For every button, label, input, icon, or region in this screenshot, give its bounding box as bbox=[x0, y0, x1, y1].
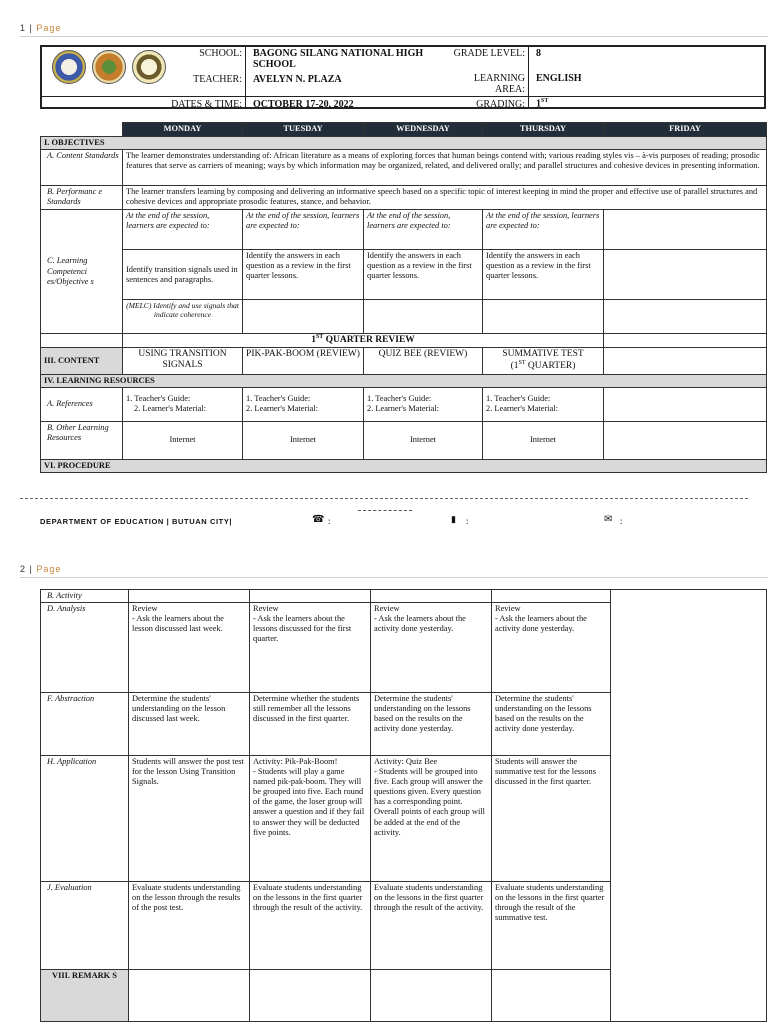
quarter-review-empty-cell bbox=[604, 334, 767, 348]
footer-colon: : bbox=[328, 516, 331, 526]
objectives-section-row bbox=[41, 137, 767, 150]
analysis-label: D. Analysis bbox=[41, 603, 129, 693]
content-item: QUIZ BEE (REVIEW) bbox=[364, 347, 483, 374]
performance-standards-text: The learner transfers learning by composing and delivering an informative speech based on a specific topic of interest keeping in mind the proper and effective use of parallel structures and cohesive devices and appropriate prosodic features, stance, and behavior. bbox=[123, 186, 767, 210]
mail-icon: ✉ bbox=[604, 514, 613, 525]
day-header-row bbox=[41, 123, 767, 137]
other-resources-row bbox=[41, 421, 767, 459]
region-seal-icon bbox=[92, 50, 126, 84]
competency-cell: Identify the answers in each question as a review in the first quarter lessons. bbox=[364, 250, 483, 300]
abstraction-cell: Determine whether the students still remember all the lessons discussed in the first quarter. bbox=[250, 693, 371, 756]
analysis-cell: Review - Ask the learners about the activity done yesterday. bbox=[371, 603, 492, 693]
reference-cell: 1. Teacher's Guide: 2. Learner's Material: bbox=[243, 387, 364, 421]
deped-seal-icon bbox=[52, 50, 86, 84]
day-tuesday: TUESDAY bbox=[243, 123, 364, 137]
page-divider bbox=[20, 36, 768, 37]
other-resource-cell: Internet bbox=[364, 421, 483, 459]
resources-title: IV. LEARNING RESOURCES bbox=[41, 374, 767, 387]
page-separator: | bbox=[29, 23, 33, 33]
analysis-cell: Review - Ask the learners about the activity done yesterday. bbox=[492, 603, 611, 693]
page-number-label bbox=[20, 564, 61, 574]
evaluation-cell: Evaluate students understanding on the lessons in the first quarter through the result of the activity. bbox=[371, 882, 492, 970]
day-monday: MONDAY bbox=[123, 123, 243, 137]
page-break-line bbox=[20, 498, 748, 499]
objectives-title: I. OBJECTIVES bbox=[41, 137, 767, 150]
evaluation-cell: Evaluate students understanding on the lessons in the first quarter through the result of the summative test. bbox=[492, 882, 611, 970]
friday-column-cell bbox=[611, 590, 767, 1022]
footer-colon: : bbox=[466, 516, 469, 526]
page-separator: | bbox=[29, 564, 33, 574]
activity-row bbox=[41, 590, 767, 603]
abstraction-label: F. Abstraction bbox=[41, 693, 129, 756]
other-resources-label: B. Other Learning Resources bbox=[41, 421, 123, 459]
lesson-header bbox=[40, 45, 766, 109]
analysis-cell: Review - Ask the learners about the lessons discussed for the first quarter. bbox=[250, 603, 371, 693]
header-divider bbox=[245, 47, 246, 107]
competency-cell: Identify transition signals used in sentences and paragraphs. bbox=[123, 250, 243, 300]
evaluation-cell: Evaluate students understanding on the lessons in the first quarter through the result of the activity. bbox=[250, 882, 371, 970]
teacher-value: AVELYN N. PLAZA bbox=[253, 74, 342, 85]
grade-level-value: 8 bbox=[536, 48, 541, 59]
page-number: 1 bbox=[20, 23, 27, 33]
activity-cell bbox=[492, 590, 611, 603]
procedure-section-row bbox=[41, 459, 767, 472]
competency-cell: Identify the answers in each question as a review in the first quarter lessons. bbox=[483, 250, 604, 300]
abstraction-cell: Determine the students' understanding on the lessons based on the results on the activity done yesterday. bbox=[371, 693, 492, 756]
grading-value: 1ST bbox=[536, 98, 549, 110]
remarks-label: VIII. REMARK S bbox=[41, 970, 129, 1022]
reference-cell: 1. Teacher's Guide: 2. Learner's Material: bbox=[483, 387, 604, 421]
day-thursday: THURSDAY bbox=[483, 123, 604, 137]
activity-cell bbox=[250, 590, 371, 603]
other-resource-cell: Internet bbox=[243, 421, 364, 459]
learning-area-value: ENGLISH bbox=[536, 73, 582, 84]
evaluation-label: J. Evaluation bbox=[41, 882, 129, 970]
remarks-cell bbox=[492, 970, 611, 1022]
remarks-cell bbox=[129, 970, 250, 1022]
content-standards-label: A. Content Standards bbox=[41, 150, 123, 186]
dates-value: OCTOBER 17-20, 2022 bbox=[253, 99, 354, 110]
phone-icon: ☎ bbox=[312, 514, 325, 525]
references-row bbox=[41, 387, 767, 421]
footer-dash bbox=[358, 510, 412, 511]
reference-cell: 1. Teacher's Guide: 2. Learner's Material: bbox=[364, 387, 483, 421]
header-divider bbox=[528, 47, 529, 107]
application-cell: Activity: Quiz Bee - Students will be grouped into five. Each group will answer the questions given. Every question has a corresponding point. Overall points of each group will be added at the end of the activity. bbox=[371, 756, 492, 882]
reference-cell bbox=[604, 387, 767, 421]
application-cell: Students will answer the summative test for the lessons discussed in the first quarter. bbox=[492, 756, 611, 882]
remarks-cell bbox=[371, 970, 492, 1022]
abstraction-cell: Determine the students' understanding on the lessons based on the results on the activity done yesterday. bbox=[492, 693, 611, 756]
resources-section-row bbox=[41, 374, 767, 387]
performance-standards-label: B. Performanc e Standards bbox=[41, 186, 123, 210]
dates-label: DATES & TIME: bbox=[171, 99, 242, 110]
activity-label: B. Activity bbox=[41, 590, 129, 603]
activity-cell bbox=[371, 590, 492, 603]
melc-row bbox=[41, 300, 767, 334]
footer-department: DEPARTMENT OF EDUCATION | BUTUAN CITY| bbox=[40, 517, 233, 526]
procedure-title: VI. PROCEDURE bbox=[41, 459, 767, 472]
competency-intro-cell: At the end of the session, learners are expected to: bbox=[243, 210, 364, 250]
melc-empty-cell bbox=[243, 300, 364, 334]
learning-competencies-label: C. Learning Competenci es/Objective s bbox=[41, 210, 123, 334]
melc-cell: (MELC) Identify and use signals that indicate coherence bbox=[123, 300, 243, 334]
page-number: 2 bbox=[20, 564, 27, 574]
competency-intro-cell: At the end of the session, learners are expected to: bbox=[364, 210, 483, 250]
grading-label: GRADING: bbox=[476, 99, 525, 110]
content-label: III. CONTENT bbox=[41, 347, 123, 374]
school-label: SCHOOL: bbox=[199, 48, 242, 59]
competency-intro-cell: At the end of the session, learners are expected to: bbox=[483, 210, 604, 250]
teacher-label: TEACHER: bbox=[193, 74, 242, 85]
activity-cell bbox=[129, 590, 250, 603]
mobile-phone-icon: ▮ bbox=[451, 514, 456, 524]
day-friday: FRIDAY bbox=[604, 123, 767, 137]
content-item: SUMMATIVE TEST (1ST QUARTER) bbox=[483, 347, 604, 374]
grade-level-label: GRADE LEVEL: bbox=[453, 48, 525, 59]
page-number-label bbox=[20, 23, 61, 33]
application-cell: Activity: Pik-Pak-Boom! - Students will play a game named pik-pak-boom. They will be grouped into five. Each round of the game, the loser group will answer a question and if they fail to answer they will be deducted five points. bbox=[250, 756, 371, 882]
content-item bbox=[604, 347, 767, 374]
competency-intro-cell bbox=[604, 210, 767, 250]
page-divider bbox=[20, 577, 768, 578]
lesson-plan-table bbox=[40, 122, 767, 473]
quarter-review-label-cell bbox=[41, 334, 123, 348]
page-word: Page bbox=[36, 564, 62, 574]
reference-cell: 1. Teacher's Guide: 2. Learner's Material: bbox=[123, 387, 243, 421]
other-resource-cell: Internet bbox=[483, 421, 604, 459]
content-item: USING TRANSITION SIGNALS bbox=[123, 347, 243, 374]
corner-cell bbox=[41, 123, 123, 137]
competency-intro-row bbox=[41, 210, 767, 250]
lesson-plan-table-continued bbox=[40, 589, 767, 1022]
other-resource-cell bbox=[604, 421, 767, 459]
competency-text-row bbox=[41, 250, 767, 300]
competency-cell bbox=[604, 250, 767, 300]
competency-intro-cell: At the end of the session, learners are expected to: bbox=[123, 210, 243, 250]
performance-standards-row bbox=[41, 186, 767, 210]
evaluation-cell: Evaluate students understanding on the lesson through the results of the post test. bbox=[129, 882, 250, 970]
melc-empty-cell bbox=[483, 300, 604, 334]
school-value: BAGONG SILANG NATIONAL HIGH SCHOOL bbox=[253, 48, 424, 70]
application-cell: Students will answer the post test for the lesson Using Transition Signals. bbox=[129, 756, 250, 882]
content-row bbox=[41, 347, 767, 374]
abstraction-cell: Determine the students' understanding on the lesson discussed last week. bbox=[129, 693, 250, 756]
melc-empty-cell bbox=[604, 300, 767, 334]
remarks-cell bbox=[250, 970, 371, 1022]
melc-empty-cell bbox=[364, 300, 483, 334]
quarter-review-row bbox=[41, 334, 767, 348]
analysis-cell: Review - Ask the learners about the lesson discussed last week. bbox=[129, 603, 250, 693]
content-standards-row bbox=[41, 150, 767, 186]
other-resource-cell: Internet bbox=[123, 421, 243, 459]
quarter-review-title: 1ST QUARTER REVIEW bbox=[123, 334, 604, 348]
page-word: Page bbox=[36, 23, 62, 33]
day-wednesday: WEDNESDAY bbox=[364, 123, 483, 137]
footer-colon: : bbox=[620, 516, 623, 526]
learning-area-label: LEARNING AREA: bbox=[473, 73, 525, 95]
header-divider bbox=[42, 96, 764, 97]
content-item: PIK-PAK-BOOM (REVIEW) bbox=[243, 347, 364, 374]
competency-cell: Identify the answers in each question as a review in the first quarter lessons. bbox=[243, 250, 364, 300]
references-label: A. References bbox=[41, 387, 123, 421]
application-label: H. Application bbox=[41, 756, 129, 882]
content-standards-text: The learner demonstrates understanding of: African literature as a means of exploring forces that human beings contend with; various reading styles vis – à-vis purposes of reading; prosodic features that serve as carriers of meaning; ways by which information may be organized, related, and delivered orally; and parallel structures and cohesive devices in presenting information. bbox=[123, 150, 767, 186]
